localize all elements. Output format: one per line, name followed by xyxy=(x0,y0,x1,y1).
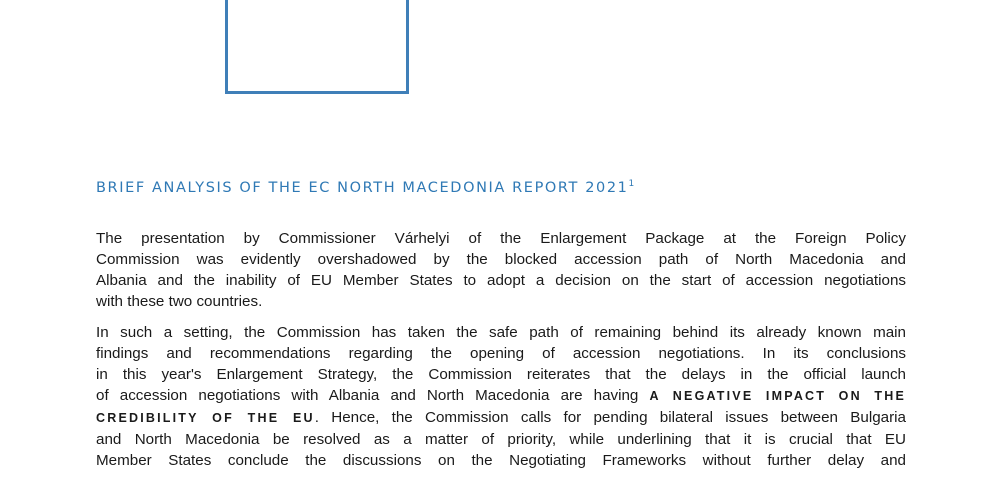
paragraph-2-line-1: In such a setting, the Commission has taken the safe path of remaining behind its already known main xyxy=(96,324,906,341)
paragraph-2 xyxy=(96,322,906,471)
heading-text: BRIEF ANALYSIS OF THE EC NORTH MACEDONIA REPORT 2021 xyxy=(96,179,629,196)
paragraph-2-line-3: in this year's Enlargement Strategy, the Commission reiterates that the delays in the official launch xyxy=(96,366,906,383)
paragraph-2-line-7: Member States conclude the discussions on the Negotiating Frameworks without further delay and xyxy=(96,452,906,469)
emphasis-credibility: CREDIBILITY OF THE EU xyxy=(96,411,315,425)
paragraph-1 xyxy=(96,228,906,312)
emphasis-negative-impact: A NEGATIVE IMPACT ON THE xyxy=(649,389,906,403)
paragraph-2-line-2: findings and recommendations regarding the opening of accession negotiations. In its conclusions xyxy=(96,345,906,362)
body-text xyxy=(96,228,906,481)
paragraph-1-line-3: Albania and the inability of EU Member States to adopt a decision on the start of accession negotiations xyxy=(96,272,906,289)
section-heading xyxy=(96,174,634,198)
paragraph-1-line-2: Commission was evidently overshadowed by the blocked accession path of North Macedonia and xyxy=(96,251,906,268)
paragraph-2-line-6: and North Macedonia be resolved as a matter of priority, while underlining that it is crucial that EU xyxy=(96,431,906,448)
footnote-marker: 1 xyxy=(628,179,635,189)
paragraph-1-line-1: The presentation by Commissioner Várhelyi of the Enlargement Package at the Foreign Policy xyxy=(96,230,906,247)
paragraph-1-line-4: with these two countries. xyxy=(96,293,263,310)
paragraph-2-line-5 xyxy=(96,407,906,429)
paragraph-2-line-4 xyxy=(96,385,906,407)
line-4-text: of accession negotiations with Albania and North Macedonia are having xyxy=(96,387,650,404)
line-5-text: . Hence, the Commission calls for pending bilateral issues between Bulgaria xyxy=(314,409,906,426)
decorative-frame xyxy=(225,0,409,94)
